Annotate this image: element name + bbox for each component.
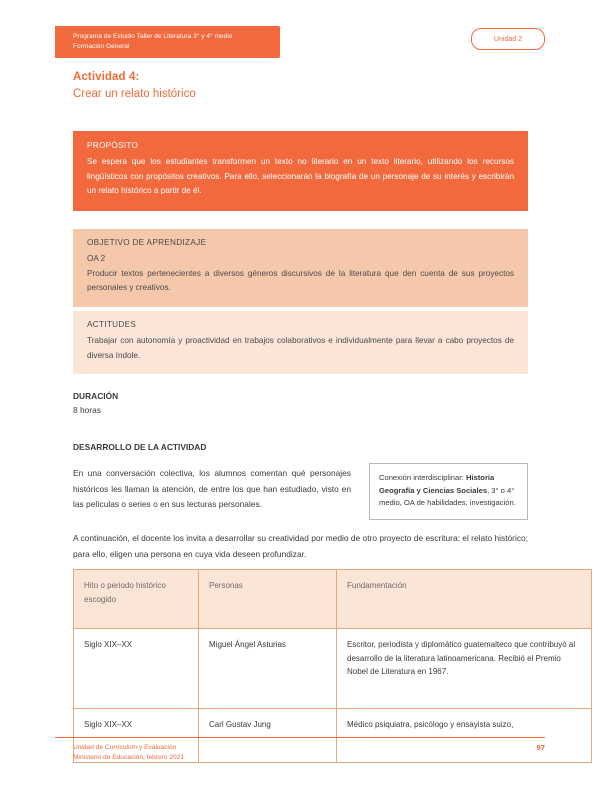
callout-suffix: , 3° o 4° medio, OA de habilidades, investigación. bbox=[379, 485, 516, 507]
activity-subtitle: Crear un relato histórico bbox=[73, 88, 196, 100]
cell-persona: Carl Gustav Jung bbox=[199, 709, 337, 763]
learning-objective-text: Producir textos pertenecientes a diversos géneros discursivos de la literatura que den cuenta de sus proyectos personales y creativos. bbox=[87, 268, 514, 292]
table-header-personas: Personas bbox=[199, 570, 337, 629]
development-title: DESARROLLO DE LA ACTIVIDAD bbox=[73, 442, 207, 452]
footer-line-2: Ministerio de Educación, febrero 2021 bbox=[73, 753, 185, 761]
development-paragraph-2: A continuación, el docente los invita a desarrollar su creatividad por medio de otro proyecto de escritura: el relato histórico; para ello, eligen una persona en cuya vida deseen profundizar. bbox=[73, 533, 528, 559]
footer-line-1: Unidad de Currículum y Evaluación bbox=[73, 744, 177, 751]
table-row bbox=[74, 629, 592, 709]
cell-hito: Siglo XIX–XX bbox=[74, 709, 199, 763]
table-header-fundamentacion: Fundamentación bbox=[337, 570, 592, 629]
learning-objective-label: OBJETIVO DE APRENDIZAJE bbox=[87, 238, 207, 247]
development-paragraph-1: En una conversación colectiva, los alumnos comentan qué personajes históricos les llaman la atención, de entre los que han estudiado, visto en las películas o series o en sus lecturas personales. bbox=[73, 468, 351, 509]
purpose-text: Se espera que los estudiantes transformen un texto no literario en un texto literario, utilizando los recursos lingüísticos con propósitos creativos. Para ello, seleccionarán la biografía de un personaje de su interés y escribirán un relato histórico a partir de él. bbox=[87, 157, 514, 195]
table-header-hito: Hito o periodo histórico escogido bbox=[74, 570, 199, 629]
footer-divider bbox=[55, 737, 545, 738]
purpose-box bbox=[73, 131, 528, 211]
cell-fundamentacion: Médico psiquiatra, psicólogo y ensayista suizo, bbox=[337, 709, 592, 763]
page-number: 97 bbox=[536, 743, 545, 752]
attitudes-label: ACTITUDES bbox=[87, 320, 137, 329]
duration-value: 8 horas bbox=[73, 405, 101, 415]
callout-bold: Historia Geografía y Ciencias Sociales bbox=[379, 473, 495, 495]
page-header bbox=[0, 26, 600, 58]
attitudes-text: Trabajar con autonomía y proactividad en trabajos colaborativos e individualmente para llevar a cabo proyectos de diversa índole. bbox=[87, 336, 514, 360]
learning-objective-box bbox=[73, 229, 528, 307]
cell-hito: Siglo XIX–XX bbox=[74, 629, 199, 709]
learning-objective-code: OA 2 bbox=[87, 254, 106, 263]
program-line-2: Formación General bbox=[73, 42, 130, 50]
cell-fundamentacion: Escritor, periodista y diplomático guatemalteco que contribuyó al desarrollo de la literatura latinoamericana. Recibió el Premio Nobel de Literatura en 1967. bbox=[337, 629, 592, 709]
cell-persona: Miguel Ángel Asturias bbox=[199, 629, 337, 709]
duration-label: DURACIÓN bbox=[73, 391, 119, 401]
program-banner bbox=[55, 26, 280, 58]
program-line-1: Programa de Estudio Taller de Literatura 3° y 4° medio bbox=[73, 33, 233, 40]
activity-table bbox=[73, 569, 592, 763]
duration-section bbox=[73, 391, 118, 415]
footer-text bbox=[73, 743, 184, 762]
page-title bbox=[73, 71, 196, 100]
unit-badge: Unidad 2 bbox=[471, 28, 545, 50]
activity-title: Actividad 4: bbox=[73, 71, 140, 83]
attitudes-box bbox=[73, 311, 528, 374]
callout-prefix: Conexión interdisciplinar: bbox=[379, 473, 466, 482]
interdisciplinary-callout bbox=[369, 463, 528, 520]
purpose-label: PROPÓSITO bbox=[87, 141, 139, 150]
table-header-row bbox=[74, 570, 592, 629]
